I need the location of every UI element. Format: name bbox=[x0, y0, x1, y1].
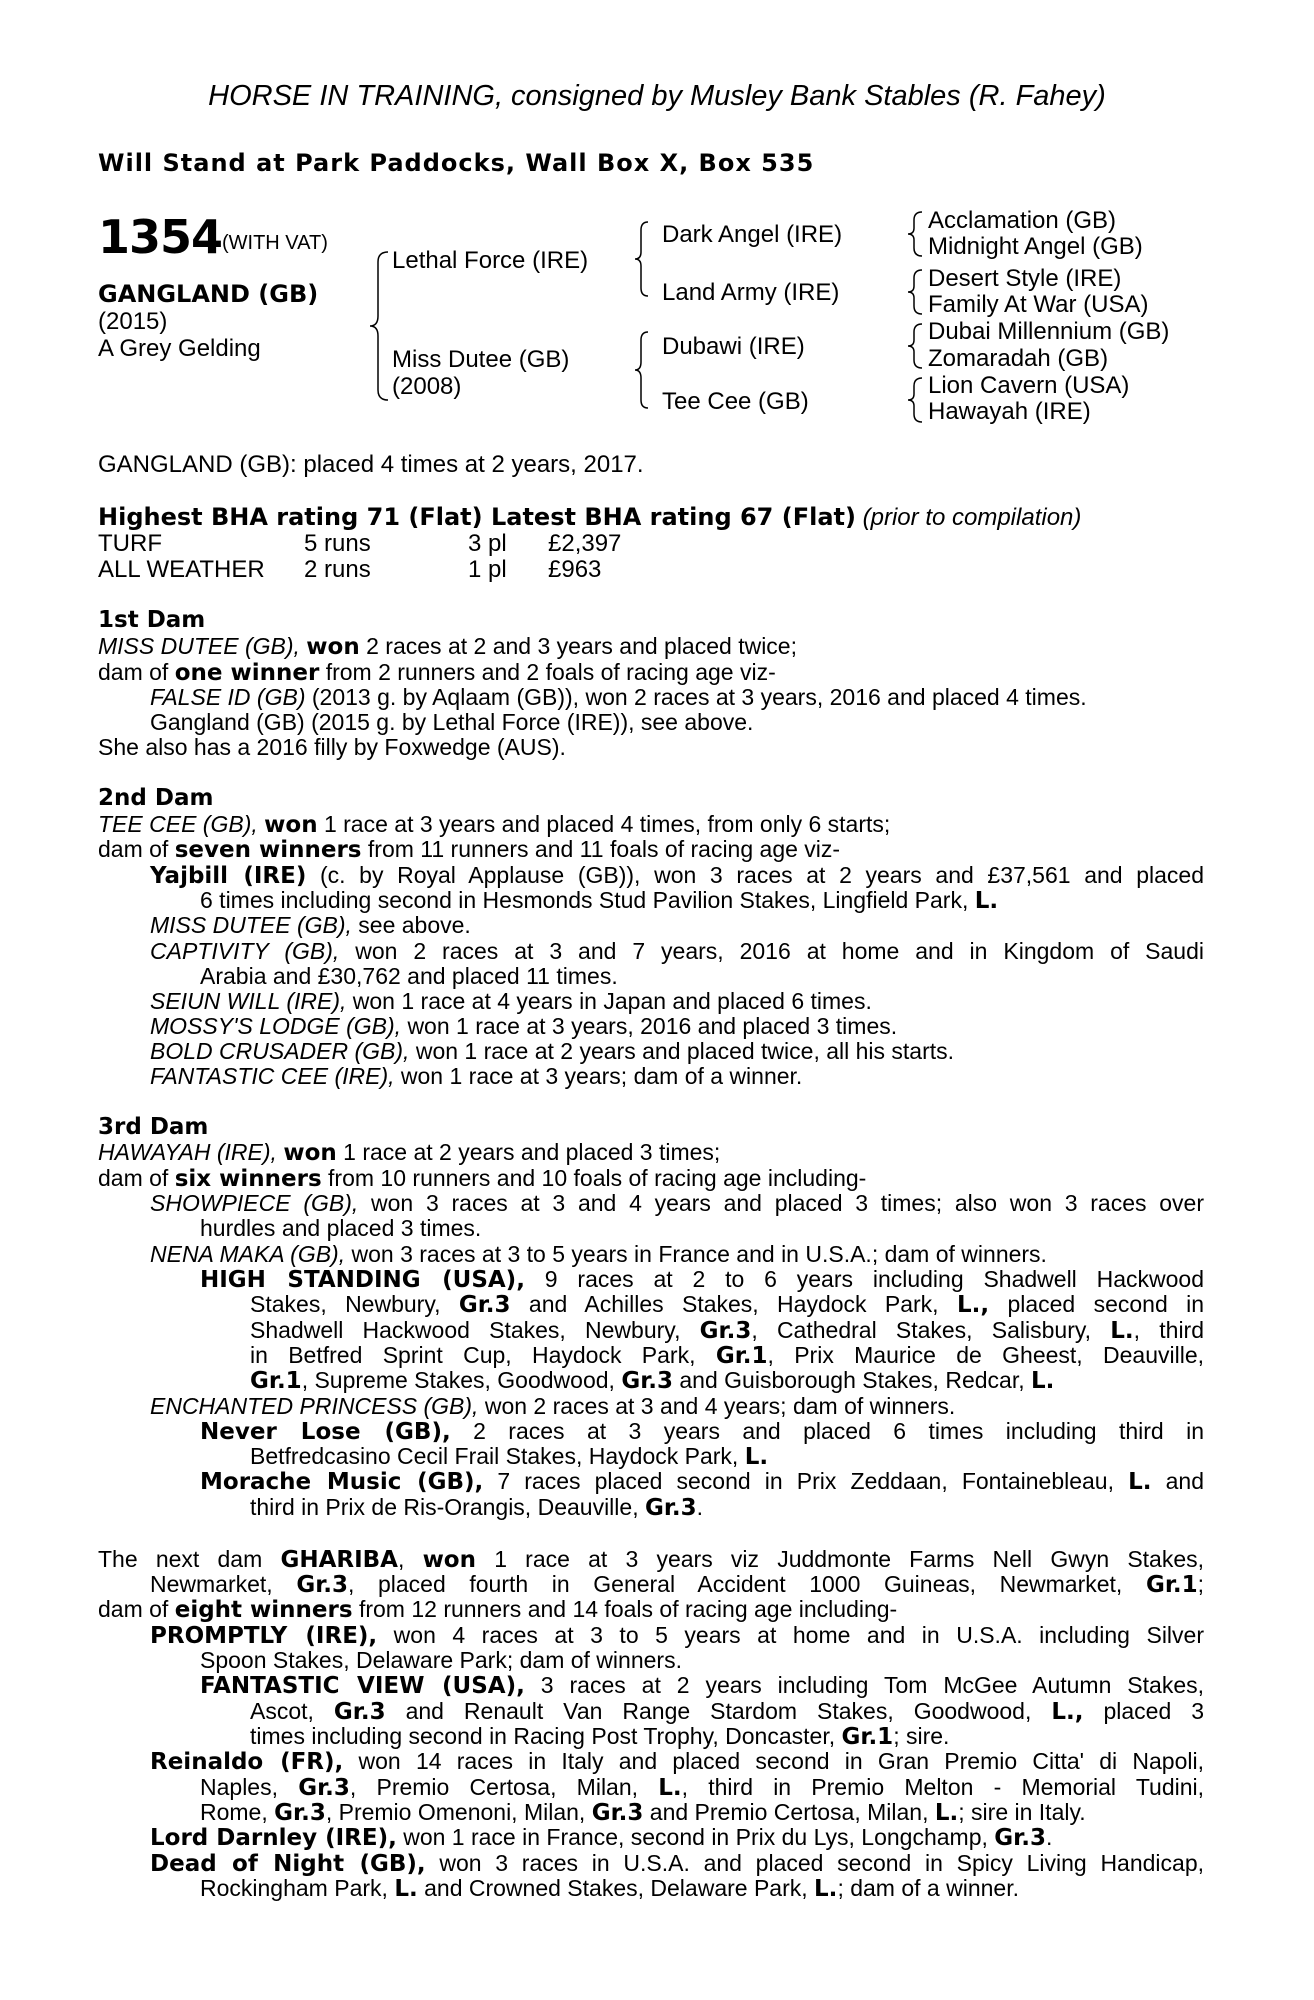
line-text: 2 races at 3 years and placed 6 times including third in bbox=[473, 1418, 1205, 1444]
progeny-name: HIGH STANDING (USA), bbox=[200, 1267, 525, 1293]
ancestor-2: Midnight Angel (GB) bbox=[928, 233, 1143, 260]
line-text: from 10 runners and 10 foals of racing age including- bbox=[328, 1165, 867, 1191]
dam-dam: Tee Cee (GB) bbox=[662, 388, 809, 415]
next-dam-line-12 bbox=[150, 1824, 1052, 1851]
ratings-turf-earnings: £2,397 bbox=[548, 530, 622, 557]
third-dam-line-11 bbox=[150, 1393, 955, 1420]
line-text: times including second in Racing Post Trophy, Doncaster, bbox=[250, 1723, 836, 1749]
bha-ratings bbox=[98, 503, 1081, 532]
race-grade: L. bbox=[394, 1876, 418, 1902]
race-grade: Gr.1 bbox=[715, 1343, 768, 1369]
line-text: and Achilles Stakes, Haydock Park, bbox=[528, 1291, 939, 1317]
ancestor-4: Family At War (USA) bbox=[928, 291, 1149, 318]
line-text: , Premio Omenoni, Milan, bbox=[325, 1799, 586, 1825]
line-text: won 3 races at 3 to 5 years in France and in U.S.A.; dam of winners. bbox=[351, 1241, 1047, 1267]
winners-count: one winner bbox=[174, 660, 320, 686]
dam-name: GHARIBA bbox=[280, 1547, 398, 1573]
second-dam-heading: 2nd Dam bbox=[98, 785, 214, 811]
line-text: 1 race at 3 years and placed 4 times, from only 6 starts; bbox=[323, 811, 891, 837]
race-grade: Gr.3 bbox=[296, 1572, 348, 1598]
progeny-name: MOSSY'S LODGE (GB), bbox=[150, 1013, 402, 1039]
line-text: won 2 races at 3 and 4 years; dam of winners. bbox=[484, 1393, 956, 1419]
next-dam-line-2 bbox=[150, 1571, 1204, 1598]
next-dam-line-14 bbox=[200, 1875, 1019, 1902]
horse-name: GANGLAND (GB) bbox=[98, 280, 319, 308]
third-dam-line-1 bbox=[98, 1139, 720, 1166]
vat-note: (WITH VAT) bbox=[222, 232, 328, 254]
race-grade: L. bbox=[1110, 1318, 1134, 1344]
line-text: from 11 runners and 11 foals of racing age viz- bbox=[367, 836, 841, 862]
won-label: won bbox=[264, 812, 318, 838]
dam-year: (2008) bbox=[392, 373, 462, 400]
line-text: placed 3 bbox=[1103, 1698, 1205, 1724]
line-text: Naples, bbox=[200, 1774, 278, 1800]
next-dam-line-4 bbox=[150, 1622, 1204, 1649]
next-dam-line-10 bbox=[200, 1774, 1204, 1801]
won-label: won bbox=[306, 634, 360, 660]
line-text: dam of bbox=[98, 659, 169, 685]
progeny-name: Never Lose (GB), bbox=[200, 1419, 451, 1445]
line-text: ; bbox=[1197, 1571, 1205, 1597]
next-dam-line-11 bbox=[200, 1799, 1086, 1826]
line-text: , Prix Maurice de Gheest, Deauville, bbox=[767, 1342, 1205, 1368]
next-dam-line-13 bbox=[150, 1850, 1204, 1877]
progeny-name: Dead of Night (GB), bbox=[150, 1851, 426, 1877]
line-text: , third in Premio Melton - Memorial Tudini, bbox=[681, 1774, 1205, 1800]
first-dam-line-2 bbox=[98, 659, 776, 686]
race-grade: Gr.3 bbox=[699, 1318, 752, 1344]
second-dam-line-4 bbox=[200, 887, 998, 914]
line-text: ; sire. bbox=[893, 1723, 950, 1749]
line-text: and Guisborough Stakes, Redcar, bbox=[679, 1367, 1025, 1393]
line-text: placed second in bbox=[1007, 1291, 1204, 1317]
dam-name: MISS DUTEE (GB), bbox=[98, 633, 300, 659]
second-dam-line-3 bbox=[150, 862, 1204, 889]
line-text: won 1 race at 3 years, 2016 and placed 3 times. bbox=[407, 1013, 898, 1039]
ratings-aw-placed: 1 pl bbox=[468, 556, 507, 583]
line-text: ; sire in Italy. bbox=[958, 1799, 1086, 1825]
line-text: . bbox=[1045, 1824, 1053, 1850]
progeny-name: ENCHANTED PRINCESS (GB), bbox=[150, 1393, 479, 1419]
third-dam-line-14 bbox=[200, 1468, 1204, 1495]
line-text: won 4 races at 3 to 5 years at home and in U.S.A. including Silver bbox=[393, 1622, 1204, 1648]
dam: Miss Dutee (GB) bbox=[392, 346, 570, 373]
second-dam-line-7: Arabia and £30,762 and placed 11 times. bbox=[200, 963, 618, 989]
sire-dam: Land Army (IRE) bbox=[662, 279, 840, 306]
second-dam-line-11 bbox=[150, 1063, 802, 1090]
third-dam-line-3 bbox=[150, 1190, 1204, 1217]
ancestor-5: Dubai Millennium (GB) bbox=[928, 318, 1170, 345]
third-dam-line-10 bbox=[250, 1367, 1054, 1394]
progeny-name: FANTASTIC VIEW (USA), bbox=[200, 1673, 525, 1699]
race-grade: Gr.3 bbox=[458, 1292, 511, 1318]
progeny-name: CAPTIVITY (GB), bbox=[150, 938, 340, 964]
race-grade: Gr.3 bbox=[591, 1800, 644, 1826]
progeny-name: Reinaldo (FR), bbox=[150, 1749, 344, 1775]
first-dam-heading: 1st Dam bbox=[98, 607, 206, 633]
won-label: won bbox=[422, 1547, 476, 1573]
sire: Lethal Force (IRE) bbox=[392, 247, 589, 274]
third-dam-heading: 3rd Dam bbox=[98, 1114, 209, 1140]
second-dam-line-9 bbox=[150, 1013, 897, 1040]
second-dam-line-1 bbox=[98, 811, 890, 838]
line-text: in Betfred Sprint Cup, Haydock Park, bbox=[250, 1342, 696, 1368]
line-text: , bbox=[397, 1546, 405, 1572]
line-text: dam of bbox=[98, 1596, 169, 1622]
race-grade: L. bbox=[1031, 1368, 1055, 1394]
race-grade: L. bbox=[744, 1444, 769, 1470]
page-header: HORSE IN TRAINING, consigned by Musley Bank Stables (R. Fahey) bbox=[208, 80, 1106, 112]
line-text: and Crowned Stakes, Delaware Park, bbox=[424, 1875, 808, 1901]
race-grade: Gr.1 bbox=[250, 1368, 302, 1394]
second-dam-line-6 bbox=[150, 938, 1204, 965]
line-text: Shadwell Hackwood Stakes, Newbury, bbox=[250, 1317, 681, 1343]
line-text: Newmarket, bbox=[150, 1571, 273, 1597]
ratings-aw-surface: ALL WEATHER bbox=[98, 556, 265, 583]
third-dam-line-12 bbox=[200, 1418, 1204, 1445]
race-grade: Gr.3 bbox=[333, 1699, 386, 1725]
race-grade: Gr.3 bbox=[644, 1495, 697, 1521]
winners-count: seven winners bbox=[174, 837, 362, 863]
line-text: , Supreme Stakes, Goodwood, bbox=[301, 1367, 615, 1393]
sire-sire: Dark Angel (IRE) bbox=[662, 221, 843, 248]
line-text: and bbox=[1165, 1468, 1204, 1494]
line-text: won 1 race in France, second in Prix du Lys, Longchamp, bbox=[403, 1824, 988, 1850]
progeny-name: SHOWPIECE (GB), bbox=[150, 1190, 359, 1216]
ratings-turf-placed: 3 pl bbox=[468, 530, 507, 557]
progeny-name: MISS DUTEE (GB), bbox=[150, 912, 352, 938]
progeny-name: Lord Darnley (IRE), bbox=[150, 1825, 397, 1851]
progeny-name: FANTASTIC CEE (IRE), bbox=[150, 1063, 395, 1089]
third-dam-line-6 bbox=[200, 1266, 1204, 1293]
line-text: , placed fourth in General Accident 1000 Guineas, Newmarket, bbox=[348, 1571, 1123, 1597]
line-text: 7 races placed second in Prix Zeddaan, Fontainebleau, bbox=[497, 1468, 1114, 1494]
race-grade: Gr.3 bbox=[994, 1825, 1046, 1851]
progeny-name: Yajbill (IRE) bbox=[150, 863, 307, 889]
progeny-name: NENA MAKA (GB), bbox=[150, 1241, 346, 1267]
second-dam-line-10 bbox=[150, 1038, 954, 1065]
race-grade: Gr.3 bbox=[621, 1368, 673, 1394]
next-dam-line-9 bbox=[150, 1748, 1204, 1775]
ratings-aw-runs: 2 runs bbox=[304, 556, 371, 583]
next-dam-line-5: Spoon Stakes, Delaware Park; dam of winners. bbox=[200, 1647, 682, 1673]
third-dam-line-7 bbox=[250, 1291, 1204, 1318]
racing-summary: GANGLAND (GB): placed 4 times at 2 years, 2017. bbox=[98, 451, 644, 478]
winners-count: six winners bbox=[174, 1166, 322, 1192]
third-dam-line-8 bbox=[250, 1317, 1204, 1344]
progeny-name: BOLD CRUSADER (GB), bbox=[150, 1038, 410, 1064]
first-dam-line-3 bbox=[150, 684, 1087, 711]
third-dam-line-4: hurdles and placed 3 times. bbox=[200, 1215, 482, 1241]
ratings-aw-earnings: £963 bbox=[548, 556, 602, 583]
line-text: won 1 race at 4 years in Japan and placed 6 times. bbox=[352, 988, 872, 1014]
ancestor-6: Zomaradah (GB) bbox=[928, 345, 1109, 372]
line-text: The next dam bbox=[98, 1546, 263, 1572]
line-text: won 1 race at 3 years; dam of a winner. bbox=[400, 1063, 803, 1089]
first-dam-line-4: Gangland (GB) (2015 g. by Lethal Force (IRE)), see above. bbox=[150, 709, 754, 735]
line-text: (c. by Royal Applause (GB)), won 3 races at 2 years and £37,561 and placed bbox=[319, 862, 1205, 888]
line-text: won 2 races at 3 and 7 years, 2016 at home and in Kingdom of Saudi bbox=[355, 938, 1204, 964]
line-text: , Cathedral Stakes, Salisbury, bbox=[751, 1317, 1092, 1343]
line-text: 2 races at 2 and 3 years and placed twice; bbox=[366, 633, 797, 659]
line-text: dam of bbox=[98, 836, 169, 862]
line-text: won 3 races at 3 and 4 years and placed 3 times; also won 3 races over bbox=[371, 1190, 1205, 1216]
line-text: 3 races at 2 years including Tom McGee Autumn Stakes, bbox=[540, 1672, 1205, 1698]
dam-sire: Dubawi (IRE) bbox=[662, 333, 805, 360]
dam-name: HAWAYAH (IRE), bbox=[98, 1139, 277, 1165]
line-text: won 3 races in U.S.A. and placed second in Spicy Living Handicap, bbox=[439, 1850, 1205, 1876]
line-text: and Renault Van Range Stardom Stakes, Goodwood, bbox=[405, 1698, 1032, 1724]
ratings-text: Highest BHA rating 71 (Flat) Latest BHA rating 67 (Flat) bbox=[98, 503, 856, 531]
progeny-name: SEIUN WILL (IRE), bbox=[150, 988, 347, 1014]
race-grade: Gr.3 bbox=[298, 1775, 350, 1801]
ratings-turf-runs: 5 runs bbox=[304, 530, 371, 557]
ancestor-3: Desert Style (IRE) bbox=[928, 265, 1122, 292]
progeny-name: FALSE ID (GB) bbox=[150, 684, 306, 710]
line-text: . bbox=[696, 1494, 704, 1520]
line-text: ; dam of a winner. bbox=[837, 1875, 1019, 1901]
line-text: , third bbox=[1133, 1317, 1205, 1343]
line-text: Stakes, Newbury, bbox=[250, 1291, 441, 1317]
line-text: from 2 runners and 2 foals of racing age viz- bbox=[325, 659, 776, 685]
line-text: dam of bbox=[98, 1165, 169, 1191]
second-dam-line-2 bbox=[98, 836, 840, 863]
dam-name: TEE CEE (GB), bbox=[98, 811, 258, 837]
horse-description: A Grey Gelding bbox=[98, 335, 261, 362]
won-label: won bbox=[283, 1140, 337, 1166]
line-text: 6 times including second in Hesmonds Stud Pavilion Stakes, Lingfield Park, bbox=[200, 887, 969, 913]
first-dam-line-5: She also has a 2016 filly by Foxwedge (AUS). bbox=[98, 734, 566, 760]
lot-number: 1354 bbox=[98, 210, 223, 264]
race-grade: L. bbox=[814, 1876, 838, 1902]
race-grade: L., bbox=[1051, 1699, 1084, 1725]
line-text: third in Prix de Ris-Orangis, Deauville, bbox=[250, 1494, 639, 1520]
line-text: see above. bbox=[358, 912, 471, 938]
line-text: won 1 race at 2 years and placed twice, all his starts. bbox=[415, 1038, 955, 1064]
second-dam-line-8 bbox=[150, 988, 872, 1015]
next-dam-line-6 bbox=[200, 1672, 1204, 1699]
next-dam-line-7 bbox=[250, 1698, 1204, 1725]
third-dam-line-5 bbox=[150, 1241, 1047, 1268]
line-text: Rockingham Park, bbox=[200, 1875, 388, 1901]
first-dam-line-1 bbox=[98, 633, 797, 660]
winners-count: eight winners bbox=[174, 1597, 353, 1623]
line-text: 9 races at 2 to 6 years including Shadwell Hackwood bbox=[544, 1266, 1205, 1292]
ratings-note: (prior to compilation) bbox=[862, 504, 1082, 531]
progeny-name: PROMPTLY (IRE), bbox=[150, 1623, 378, 1649]
second-dam-line-5 bbox=[150, 912, 471, 939]
line-text: 1 race at 3 years viz Juddmonte Farms Nell Gwyn Stakes, bbox=[494, 1546, 1205, 1572]
race-grade: L., bbox=[956, 1292, 990, 1318]
race-grade: L. bbox=[1128, 1469, 1152, 1495]
third-dam-line-9 bbox=[250, 1342, 1204, 1369]
third-dam-line-15 bbox=[250, 1494, 703, 1521]
line-text: Rome, bbox=[200, 1799, 268, 1825]
line-text: Betfredcasino Cecil Frail Stakes, Haydock Park, bbox=[250, 1443, 739, 1469]
race-grade: Gr.3 bbox=[274, 1800, 326, 1826]
race-grade: L. bbox=[974, 888, 999, 914]
progeny-name: Morache Music (GB), bbox=[200, 1469, 484, 1495]
race-grade: Gr.1 bbox=[1145, 1572, 1198, 1598]
line-text: , Premio Certosa, Milan, bbox=[349, 1774, 639, 1800]
race-grade: L. bbox=[658, 1775, 682, 1801]
line-text: Ascot, bbox=[250, 1698, 314, 1724]
line-text: won 14 races in Italy and placed second in Gran Premio Citta' di Napoli, bbox=[358, 1748, 1204, 1774]
ancestor-7: Lion Cavern (USA) bbox=[928, 372, 1130, 399]
race-grade: L. bbox=[934, 1800, 959, 1826]
third-dam-line-2 bbox=[98, 1165, 866, 1192]
ancestor-1: Acclamation (GB) bbox=[928, 207, 1117, 234]
line-text: 1 race at 2 years and placed 3 times; bbox=[343, 1139, 721, 1165]
line-text: from 12 runners and 14 foals of racing age including- bbox=[358, 1596, 898, 1622]
next-dam-line-1 bbox=[98, 1546, 1204, 1573]
line-text: and Premio Certosa, Milan, bbox=[649, 1799, 929, 1825]
third-dam-line-13 bbox=[250, 1443, 768, 1470]
ancestor-8: Hawayah (IRE) bbox=[928, 398, 1091, 425]
stand-location: Will Stand at Park Paddocks, Wall Box X, Box 535 bbox=[98, 149, 815, 177]
line-text: (2013 g. by Aqlaam (GB)), won 2 races at 3 years, 2016 and placed 4 times. bbox=[311, 684, 1087, 710]
next-dam-line-8 bbox=[250, 1723, 949, 1750]
ratings-turf-surface: TURF bbox=[98, 530, 162, 557]
race-grade: Gr.1 bbox=[841, 1724, 894, 1750]
horse-year: (2015) bbox=[98, 308, 168, 335]
next-dam-line-3 bbox=[98, 1596, 897, 1623]
